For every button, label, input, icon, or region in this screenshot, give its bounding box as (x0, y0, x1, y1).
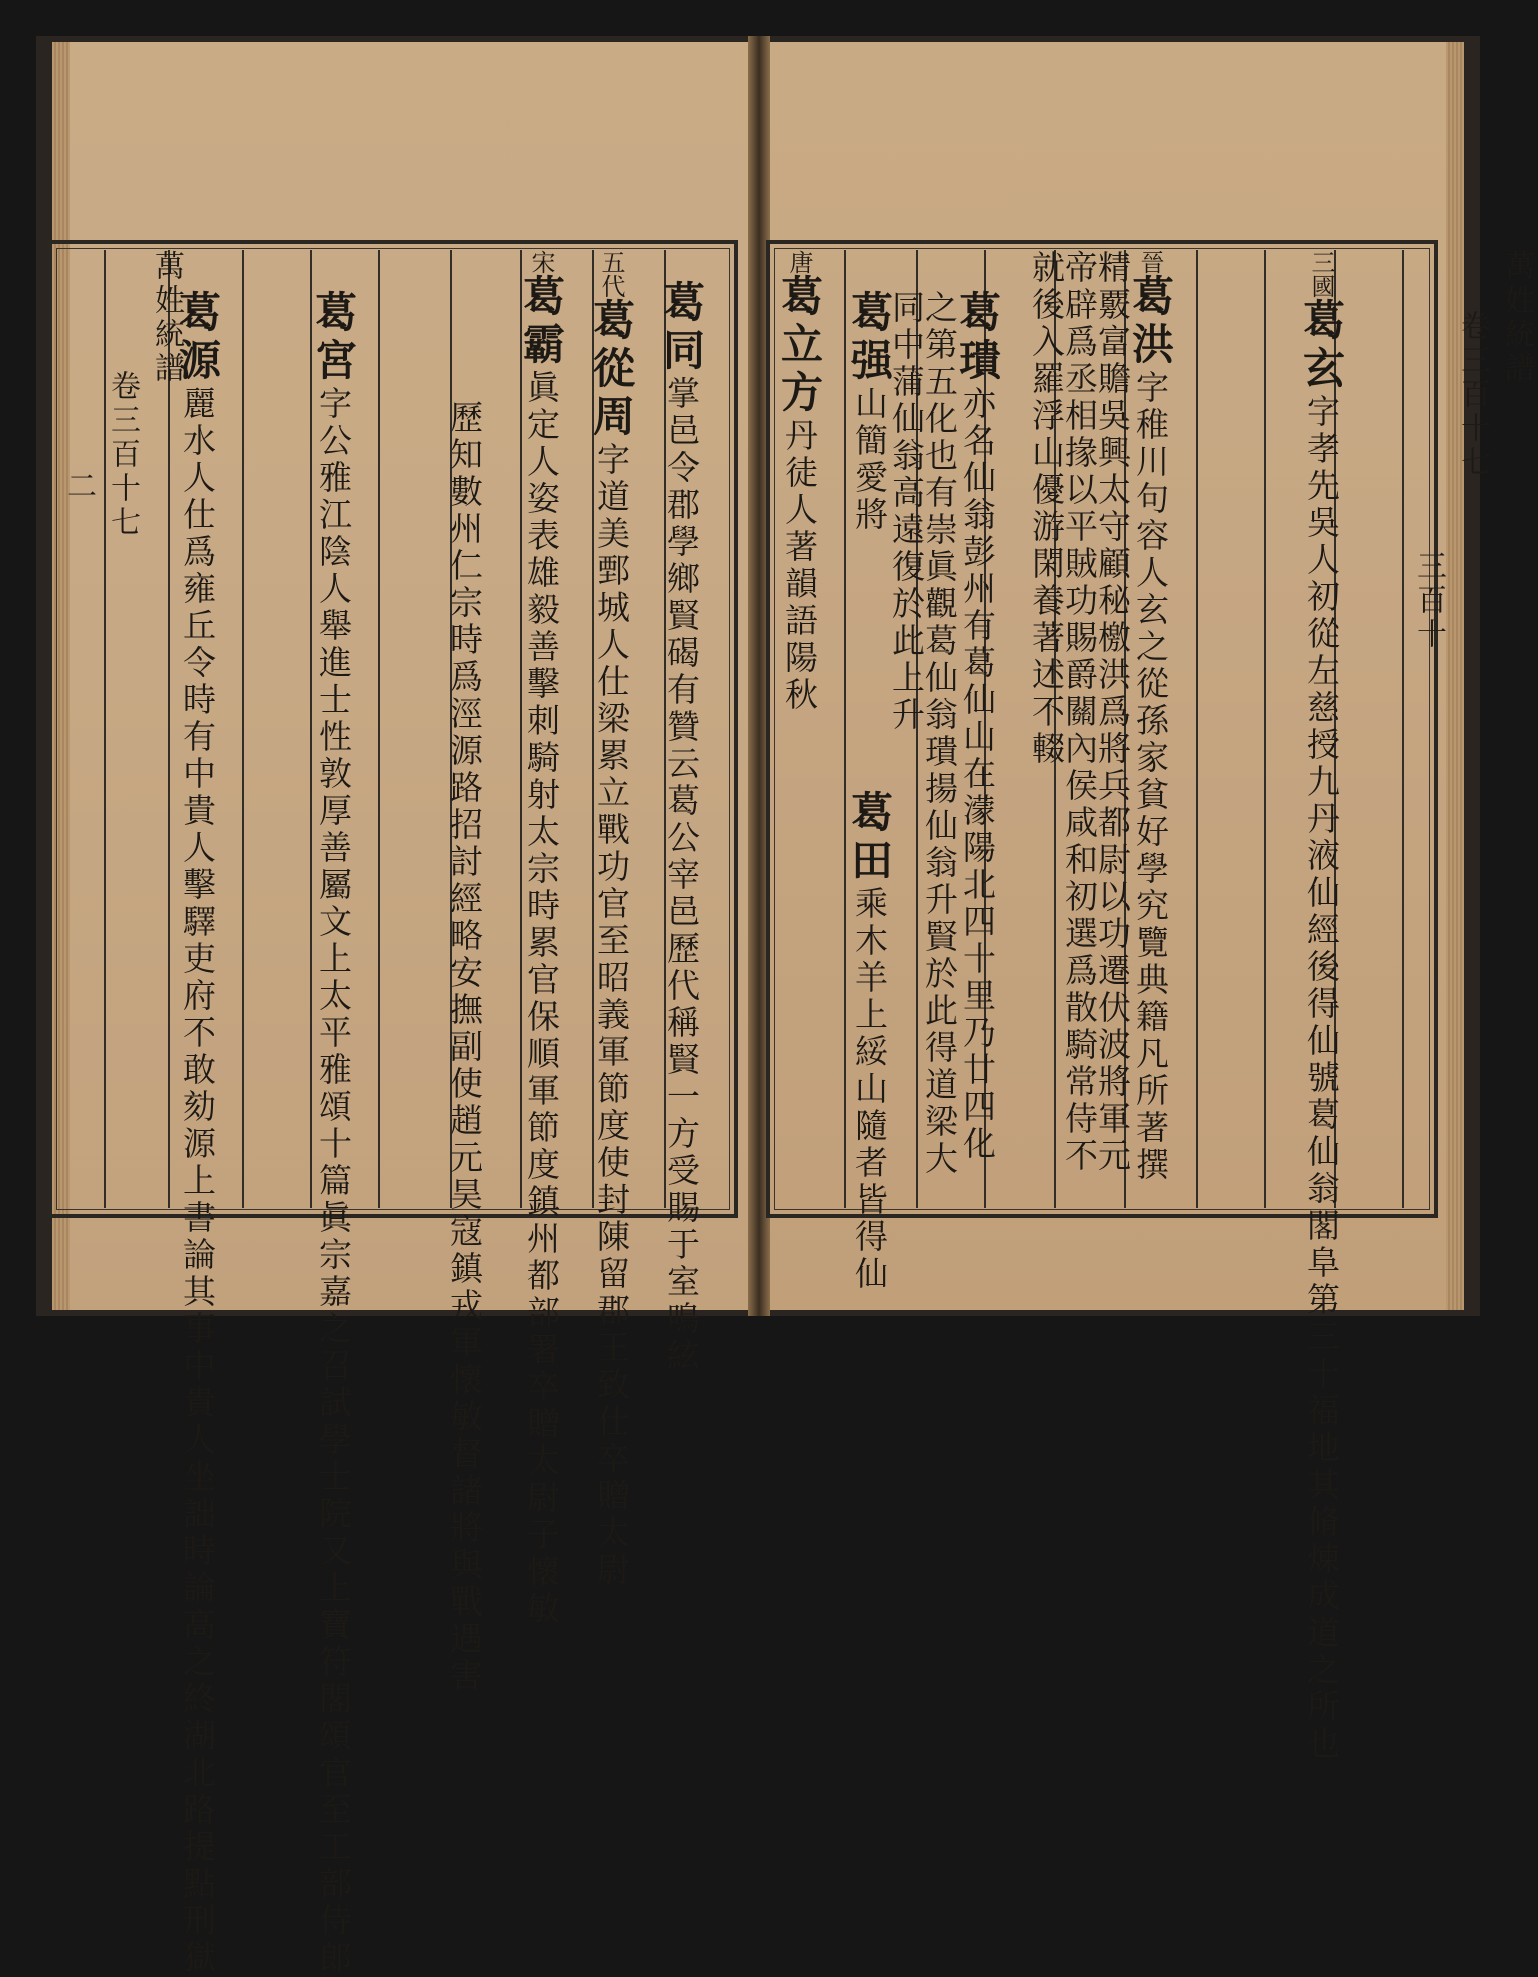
entry-text: 字稚川句容人玄之從孫家貧好學究覽典籍凡所著撰精覈富贍吳興太守顧秘檄洪爲將兵都尉以功遷伏波將軍元帝辟爲丞相掾以平賊功賜爵關內侯咸和初選爲散騎常侍不就後入羅浮山優游閑養著述不輟 (1027, 250, 1170, 1184)
right-entry-ge-hong (1027, 250, 1175, 1200)
left-entry-ge-yuan (173, 290, 222, 1977)
entry-text: 乘木羊上綏山隨者皆得仙 (850, 886, 889, 1293)
banner-title: 萬姓統譜 (149, 250, 184, 386)
right-entry-ge-qiang (845, 290, 894, 534)
left-entry-ge-tong (657, 280, 706, 1375)
right-entry-ge-tian (845, 790, 894, 1293)
left-entry-ge-congzhou (587, 250, 636, 1589)
right-banner (1406, 250, 1538, 652)
left-entry-ge-ba (517, 250, 566, 1628)
entry-name: 葛璝 (953, 290, 1002, 386)
entry-text: 字公雅江陰人舉進士性敦厚善屬文上太平雅頌十篇眞宗嘉之召試學士院又上寶符閣頌官至工部侍郎 (314, 386, 353, 1977)
entry-era: 五代 (597, 250, 625, 298)
entry-text: 字道美鄄城人仕梁累立戰功官至昭義軍節度使封陳留郡王致仕卒贈太尉 (592, 442, 631, 1589)
right-entry-ge-xuan (1297, 250, 1346, 1763)
entry-text: 掌邑令郡學鄉賢碣有贊云葛公宰邑歷代稱賢一方受賜于室鳴絃 (662, 376, 701, 1375)
left-entry-ge-gong (309, 290, 358, 1977)
entry-text: 麗水人仕爲雍丘令時有中貴人擊驛吏府不敢劾源上書論其事中貴人坐詘時論高之終湖北路提點刑獄 (178, 386, 217, 1977)
entry-name: 葛霸 (517, 274, 566, 370)
entry-text: 亦名仙翁彭州有葛仙山在濛陽北四十里乃廿四化之第五化也有崇眞觀葛仙翁璝揚仙翁升賢於此得道梁大同中蒲仙翁高遠復於此上升 (887, 290, 997, 1178)
entry-era: 唐 (785, 250, 813, 274)
entry-name: 葛同 (657, 280, 706, 376)
entry-name: 葛立方 (775, 274, 824, 418)
entry-era: 三國 (1307, 250, 1335, 298)
left-entry-ge-ba-cont (445, 400, 484, 1695)
entry-era: 晉 (1136, 250, 1164, 274)
entry-text: 歷知數州仁宗時爲涇源路招討經略安撫副使趙元昊寇鎮戎軍懷敏督諸將與戰遇害 (445, 400, 484, 1695)
entry-name: 葛宮 (309, 290, 358, 386)
banner-folio: 三百十 (1411, 550, 1446, 652)
entry-name: 葛玄 (1297, 298, 1346, 394)
entry-text: 山簡愛將 (850, 386, 889, 534)
entry-text: 丹徒人著韻語陽秋 (780, 418, 819, 714)
entry-text: 字孝先吳人初從左慈授九丹液仙經後得仙號葛仙翁閣阜第三十福地其脩煉成道之所也 (1302, 394, 1341, 1763)
right-entry-ge-lifang (775, 250, 824, 714)
entry-name: 葛從周 (587, 298, 636, 442)
banner-volume: 卷三百十七 (1455, 310, 1490, 480)
banner-folio: 二 (61, 470, 96, 504)
entry-text: 眞定人姿表雄毅善擊刺騎射太宗時累官保順軍節度鎮州都部署卒贈太尉子懷敏 (522, 370, 561, 1628)
entry-name: 葛洪 (1126, 274, 1175, 370)
entry-name: 葛源 (173, 290, 222, 386)
entry-name: 葛田 (845, 790, 894, 886)
left-banner (56, 250, 188, 540)
entry-name: 葛强 (845, 290, 894, 386)
banner-title: 萬姓統譜 (1499, 250, 1534, 386)
banner-volume: 卷三百十七 (105, 370, 140, 540)
right-entry-ge-gui (887, 290, 1002, 1190)
entry-era: 宋 (527, 250, 555, 274)
